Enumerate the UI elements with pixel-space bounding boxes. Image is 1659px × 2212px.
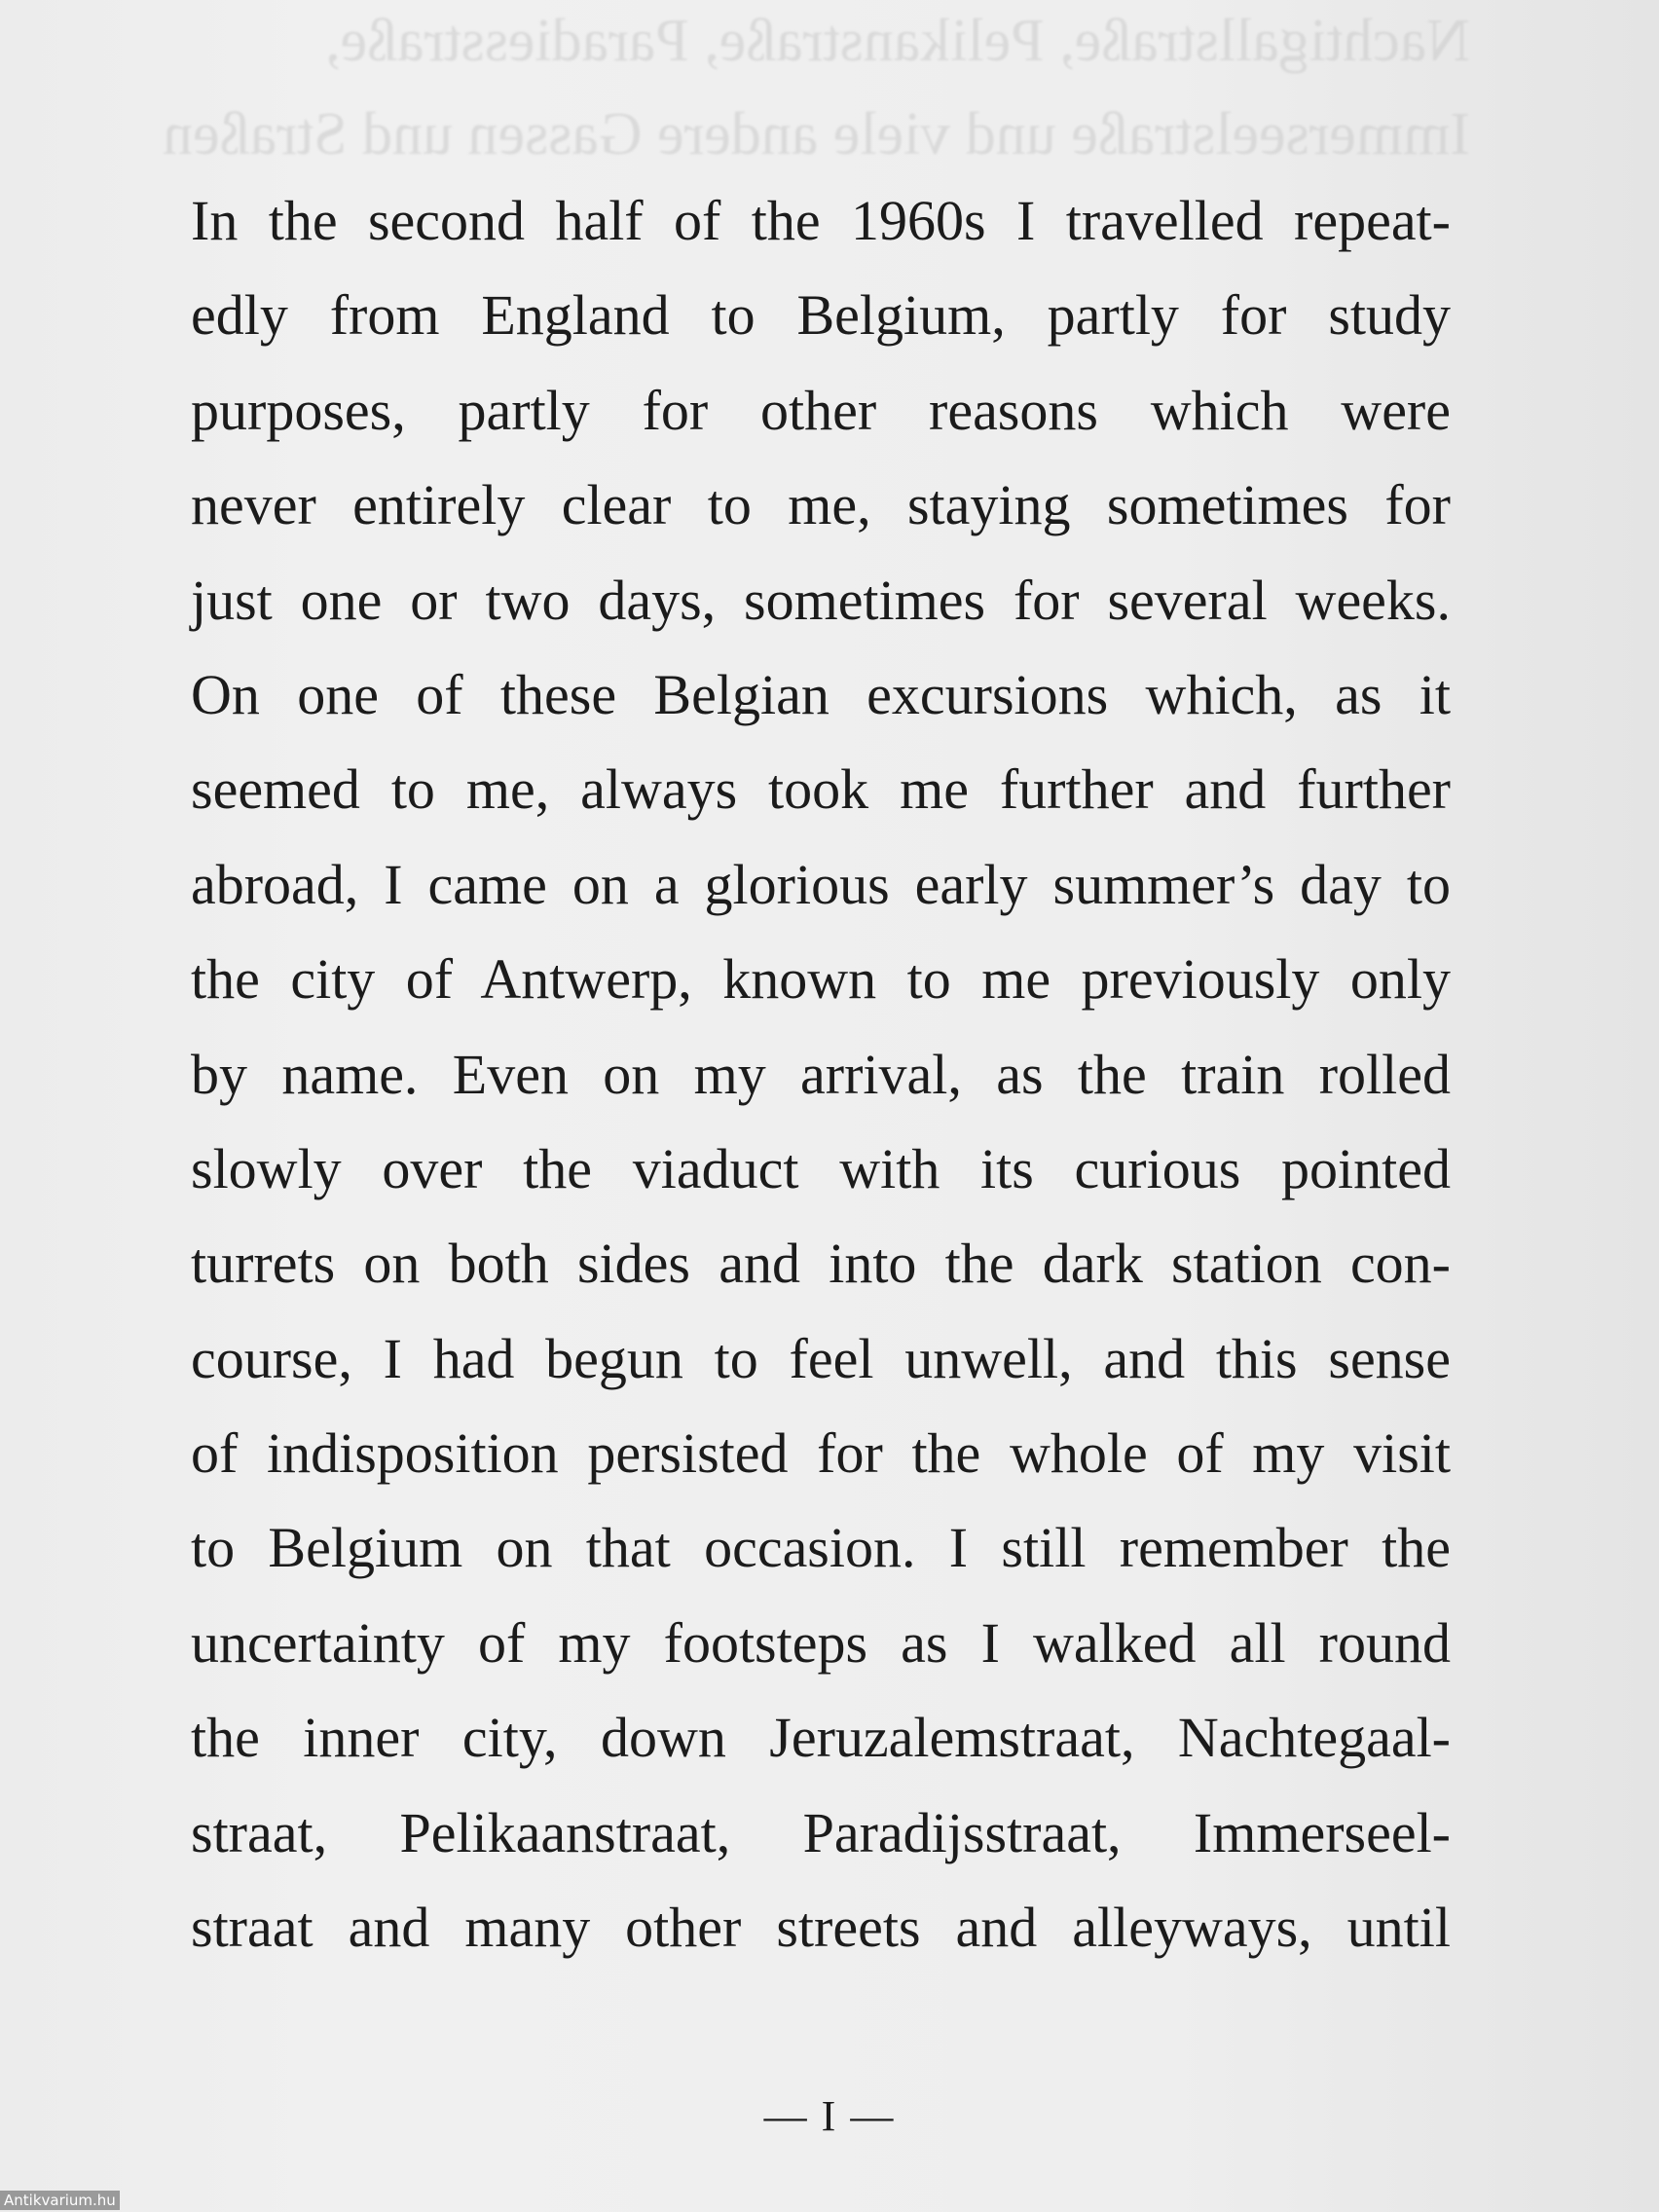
text-line: abroad, I came on a glorious early summer’s day to [191, 852, 1451, 916]
text-line: edly from England to Belgium, partly for study [191, 283, 1451, 348]
text-line: uncertainty of my footsteps as I walked all round [191, 1610, 1451, 1675]
text-line: turrets on both sides and into the dark station con- [191, 1232, 1451, 1296]
text-line: purposes, partly for other reasons which were [191, 378, 1451, 442]
bleed-line: Nachtigallstraße, Pelikanstraße, Paradiesstraße, [325, 8, 1470, 74]
text-line: never entirely clear to me, staying sometimes for [191, 473, 1451, 537]
text-line: to Belgium on that occasion. I still remember the [191, 1516, 1451, 1580]
page-number: — I — [763, 2092, 896, 2140]
text-line: In the second half of the 1960s I travelled repeat- [191, 189, 1451, 252]
text-line: seemed to me, always took me further and further [191, 757, 1451, 822]
text-line: of indisposition persisted for the whole of my visit [191, 1421, 1451, 1486]
text-line: straat and many other streets and alleyways, until [191, 1896, 1451, 1960]
text-line: the inner city, down Jeruzalemstraat, Nachtegaal- [191, 1706, 1451, 1770]
text-line: just one or two days, sometimes for several weeks. [191, 568, 1451, 632]
text-line: straat, Pelikaanstraat, Paradijsstraat, Immerseel- [191, 1800, 1451, 1864]
bleed-line: Immerseelstraße und viele andere Gassen und Straßen [163, 101, 1470, 167]
watermark-label: Antikvarium.hu [0, 2191, 120, 2210]
body-text [191, 173, 1451, 1974]
text-line: On one of these Belgian excursions which, as it [191, 662, 1451, 726]
text-line: by name. Even on my arrival, as the train rolled [191, 1042, 1451, 1106]
text-line: the city of Antwerp, known to me previously only [191, 947, 1451, 1012]
bleed-through-text [163, 0, 1470, 167]
text-line: slowly over the viaduct with its curious pointed [191, 1136, 1451, 1200]
text-line: course, I had begun to feel unwell, and this sense [191, 1326, 1451, 1390]
